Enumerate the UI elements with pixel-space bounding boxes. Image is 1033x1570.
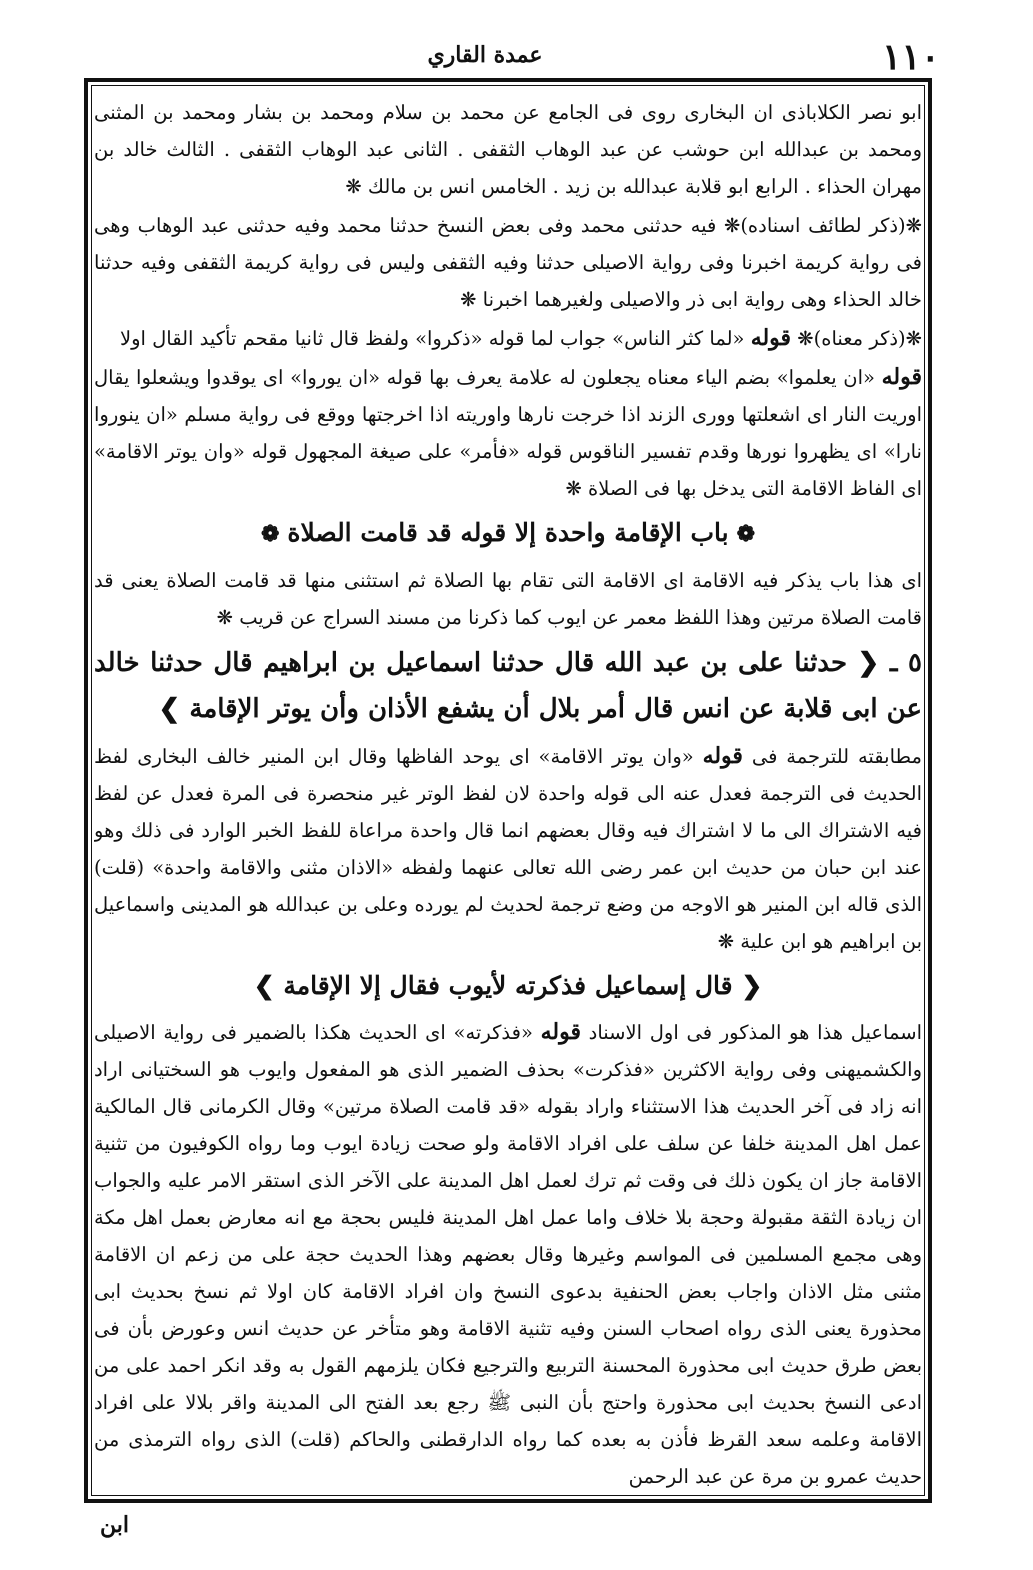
subheading: ❮ قال إسماعيل فذكرته لأيوب فقال إلا الإقامة ❯ <box>253 971 763 1000</box>
page-number: ١١٠ <box>881 36 940 78</box>
commentary-lead: مطابقته للترجمة فى <box>751 745 922 768</box>
paragraph-isnad-notes: ❋(ذكر لطائف اسناده)❋ فيه حدثنى محمد وفى بعض النسخ حدثنا محمد وفيه حدثنى عبد الوهاب وهى فى رواية كريمة اخبرنا وفى رواية الاصيلى حدثنا وفيه الثقفى وليس فى رواية كريمة الثقفى وفيه حدثنا خالد الحذاء وهى رواية ابى ذر والاصيلى ولغيرهما اخبرنا ❋ <box>94 214 922 311</box>
paragraph-meaning-cont <box>94 359 922 507</box>
catchword: ابن <box>100 1512 129 1538</box>
chapter-heading <box>94 511 922 556</box>
chapter-heading-text: باب الإقامة واحدة إلا قوله قد قامت الصلاة <box>287 518 729 547</box>
hadith-body: حدثنا على بن عبد الله قال حدثنا اسماعيل بن ابراهيم قال حدثنا خالد عن ابى قلابة عن انس قال أمر بلال أن يشفع الأذان وأن يوتر الإقامة <box>94 648 922 724</box>
hadith-number: ٥ <box>908 648 922 678</box>
page-content <box>94 94 922 1494</box>
paragraph-text: «ان يعلموا» بضم الياء معناه يجعلون له علامة يعرف بها قوله «ان يوروا» اى يوقدوا ويشعلوا يقال اوريت النار اى اشعلتها وورى الزند اذا خرجت نارها واوريته اذا اخرجتها ووقع فى رواية مسلم «ان ينوروا نارا» اى يظهروا نورها وقدم تفسير الناقوس قوله «فأمر» على صيغة المجهول قوله «وان يوتر الاقامة» اى الفاظ الاقامة التى يدخل بها فى الصلاة ❋ <box>94 366 922 500</box>
paragraph-narrators: ابو نصر الكلاباذى ان البخارى روى فى الجامع عن محمد بن سلام ومحمد بن بشار ومحمد بن المثنى ومحمد بن عبدالله ابن حوشب عن عبد الوهاب الثقفى . الثانى عبد الوهاب الثقفى . الثالث خالد بن مهران الحذاء . الرابع ابو قلابة عبدالله بن زيد . الخامس انس بن مالك ❋ <box>94 101 922 198</box>
paragraph-text: «لما كثر الناس» جواب لما قوله «ذكروا» ولفظ قال ثانيا مقحم تأكيد القال اولا <box>119 327 745 350</box>
paragraph-meaning <box>94 320 922 357</box>
subheading-text: قال إسماعيل فذكرته لأيوب فقال إلا الإقامة <box>283 971 733 1000</box>
commentary-text: «وان يوتر الاقامة» اى يوحد الفاظها وقال ابن المنير خالف البخارى لفظ الحديث فى الترجمة فعدل عنه الى قوله واحدة لان لفظ الوتر غير منحصرة فى المرة فعدل عن لفظ فيه الاشتراك الى ما لا اشتراك فيه وقال بعضهم انما قال واحدة مراعاة للفظ الخبر الوارد فى ذلك وهو عند ابن حبان من حديث ابن عمر رضى الله تعالى عنهما ولفظه «الاذان مثنى والاقامة واحدة» (قلت) الذى قاله ابن المنير هو الاوجه من وضع ترجمة لحديث لم يورده وعلى بن عبدالله هو المدينى واسماعيل بن ابراهيم هو ابن علية ❋ <box>94 745 922 953</box>
keyword-qawluhu: قوله <box>540 1019 581 1045</box>
final-lead: اسماعيل هذا هو المذكور فى اول الاسناد <box>588 1021 922 1044</box>
section-lead: ❋(ذكر معناه)❋ <box>797 327 922 350</box>
keyword-qawluhu: قوله <box>881 364 922 390</box>
paragraph-chapter-explanation: اى هذا باب يذكر فيه الاقامة اى الاقامة التى تقام بها الصلاة ثم استثنى منها قد قامت الصلاة يعنى قد قامت الصلاة مرتين وهذا اللفظ معمر عن ايوب كما ذكرنا من مسند السراج عن قريب ❋ <box>94 569 922 629</box>
paragraph-final-commentary <box>94 1014 922 1494</box>
keyword-qawluhu: قوله <box>702 743 743 769</box>
ornament-left-icon: ❁ <box>260 521 280 547</box>
book-title: عمدة القاري <box>427 42 543 68</box>
final-text: «فذكرته» اى الحديث هكذا بالضمير فى رواية الاصيلى والكشميهنى وفى رواية الاكثرين «فذكرت» بحذف الضمير الذى هو المفعول وايوب هو السختيانى اراد انه زاد فى آخر الحديث هذا الاستثناء واراد بقوله «قد قامت الصلاة مرتين» وقال الكرمانى قال المالكية عمل اهل المدينة خلفا عن سلف على افراد الاقامة ولو صحت زيادة ايوب وما رواه الكوفيون من تثنية الاقامة جاز ان يكون ذلك فى وقت ثم ترك لعمل اهل المدينة على الآخر الذى استقر الامر عليه والجواب ان زيادة الثقة مقبولة وحجة بلا خلاف واما عمل اهل المدينة فليس بحجة مع انه معارض بعمل اهل مكة وهى مجمع المسلمين فى المواسم وغيرها وقال بعضهم وهذا الحديث حجة على من زعم ان الاقامة مثنى مثل الاذان واجاب بعض الحنفية بدعوى النسخ وان افراد الاقامة كان اولا ثم نسخ بحديث ابى محذورة يعنى الذى رواه اصحاب السنن وفيه تثنية الاقامة وهو متأخر عن حديث انس وعورض بأن فى بعض طرق حديث ابى محذورة المحسنة التربيع والترجيع فكان يلزمهم القول به وقد انكر احمد على من ادعى النسخ بحديث ابى محذورة واحتج بأن النبى ﷺ رجع بعد الفتح الى المدينة واقر بلالا على افراد الاقامة وعلمه سعد القرظ فأذن به بعده كما رواه الدارقطنى والحاكم (قلت) الذى رواه الترمذى من حديث عمرو بن مرة عن عبد الرحمن <box>94 1021 922 1488</box>
ornament-right-icon: ❁ <box>736 521 756 547</box>
keyword-qawluhu: قوله <box>750 325 792 351</box>
hadith-text: ٥ ـ ❮ حدثنا على بن عبد الله قال حدثنا اسماعيل بن ابراهيم قال حدثنا خالد عن ابى قلابة عن انس قال أمر بلال أن يشفع الأذان وأن يوتر الإقامة ❯ <box>94 648 922 724</box>
paragraph-commentary <box>94 738 922 960</box>
